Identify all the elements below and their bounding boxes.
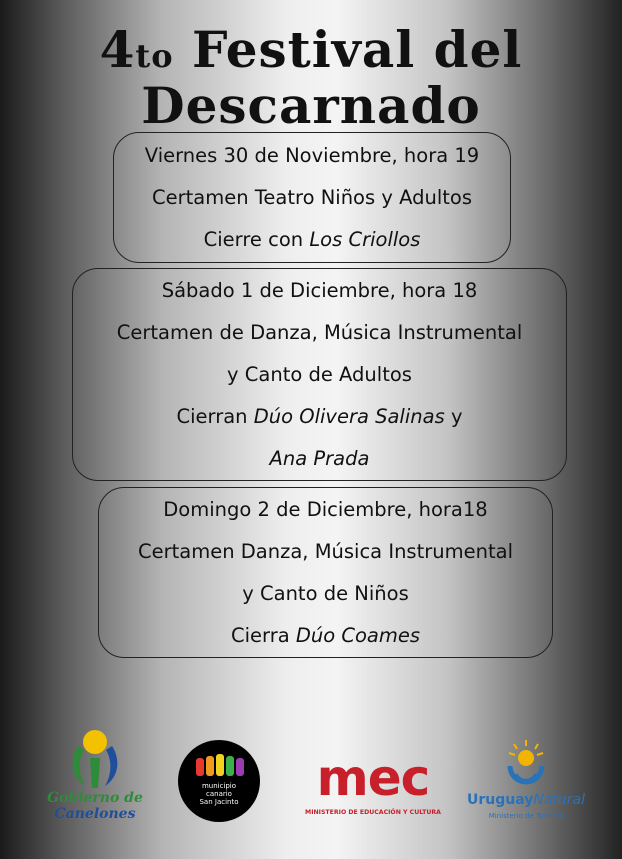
canelones-emblem-icon [40,728,150,790]
sun-icon [506,738,546,788]
natural-word: Natural [533,792,585,808]
event-description: y Canto de Adultos [227,362,412,386]
san-jacinto-line-2: canario [206,790,232,798]
uruguay-natural-wordmark [464,792,588,808]
uruguay-natural-subtitle: Ministerio de Turismo [488,812,564,820]
poster-title-line-2: Descarnado [141,76,481,135]
closing-artist-2: Ana Prada [269,446,370,470]
title-festival-del: Festival del [191,20,523,79]
closing-artist: Dúo Coames [295,623,421,647]
san-jacinto-logo [178,740,260,822]
closing-artist: Dúo Olivera Salinas [253,404,445,428]
san-jacinto-line-1: municipio [201,782,237,790]
san-jacinto-line-3: San Jacinto [199,798,239,806]
event-date: Viernes 30 de Noviembre, hora 19 [144,143,480,167]
closing-artist: Los Criollos [309,227,421,251]
event-description: Certamen Danza, Música Instrumental [138,539,513,563]
poster-title-line-1 [0,22,622,84]
event-date: Domingo 2 de Diciembre, hora18 [163,497,488,521]
closing-prefix: Cierra [230,623,290,647]
canelones-line-2: Canelones [54,806,136,822]
event-closing [99,615,552,657]
uruguay-word: Uruguay [466,792,534,808]
event-box-sabado [72,268,567,481]
canelones-logo [40,728,150,824]
uruguay-natural-logo [464,738,588,828]
event-closing [73,396,566,438]
event-closing-continued [73,438,566,480]
event-description: Certamen de Danza, Música Instrumental [116,320,523,344]
closing-joiner: y [450,404,463,428]
title-ordinal-suffix: to [135,37,174,75]
event-box-viernes [113,132,511,263]
closing-prefix: Cierre con [203,227,304,251]
canelones-line-1: Gobierno de [47,790,143,806]
closing-prefix: Cierran [176,404,248,428]
event-date: Sábado 1 de Diciembre, hora 18 [161,278,478,302]
title-number: 4 [99,20,136,79]
mec-logo [302,749,444,821]
event-closing [114,219,510,261]
mec-subtitle: MINISTERIO DE EDUCACIÓN Y CULTURA [305,809,441,816]
event-box-domingo [98,487,553,658]
event-description: y Canto de Niños [242,581,409,605]
san-jacinto-figures-icon [178,740,260,822]
mec-wordmark: mec [316,749,430,807]
event-description: Certamen Teatro Niños y Adultos [152,185,472,209]
